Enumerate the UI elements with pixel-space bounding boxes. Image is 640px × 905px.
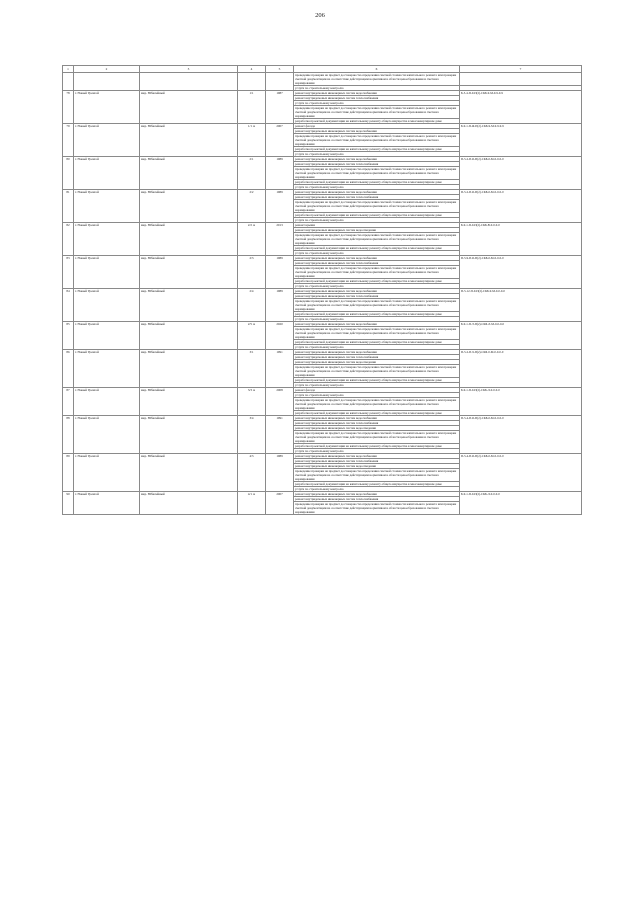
code-cell: П-5-2-П-Б-П(2)-СКБ-0-М-0-0-0-0 (460, 190, 582, 223)
column-header: 1 (63, 66, 74, 73)
table-row (63, 416, 582, 421)
work-type-cell: проведение проверки на предмет достоверности определения сметной стоимости капитального ремонта или проверки сметной документации на соответствие действующим нормативам в области ценообразования и сметного нормирования (294, 327, 460, 340)
work-type-cell: ремонт внутридомовых инженерных систем теплоснабжения (294, 294, 460, 299)
year-cell: 1987 (266, 91, 294, 124)
work-type-cell: ремонт внутридомовых инженерных систем теплоснабжения (294, 96, 460, 101)
work-type-cell: ремонт внутридомовых инженерных систем теплоснабжения (294, 459, 460, 464)
code-cell: Б-9-1-П-0-П(2)-СКБ-Л-0-0-0-0 (460, 492, 582, 515)
work-type-cell: проведение проверки на предмет достоверности определения сметной стоимости капитального ремонта или проверки сметной документации на соответствие действующим нормативам в области ценообразования и сметного нормирования (294, 365, 460, 378)
work-type-cell: ремонт внутридомовых инженерных систем водоснабжения (294, 454, 460, 459)
district-cell: мкр. Юбилейный (140, 190, 238, 223)
work-type-cell: разработка проектной документации на капитальному ремонту общего имущества в многоквартирном доме (294, 119, 460, 124)
city-cell: г. Новый Уренгой (74, 388, 140, 416)
city-cell: г. Новый Уренгой (74, 492, 140, 515)
work-type-cell: разработка проектной документации на капитальному ремонту общего имущества в многоквартирном доме (294, 312, 460, 317)
code-cell: Б-9-1-П-Ф-П(2)-СКБ-9-М-9-9-9-9 (460, 124, 582, 157)
city-cell: г. Новый Уренгой (74, 157, 140, 190)
district-cell: мкр. Юбилейный (140, 454, 238, 492)
row-number-cell: 78 (63, 91, 74, 124)
work-type-cell: проведение проверки на предмет достоверности определения сметной стоимости капитального ремонта или проверки сметной документации на соответствие действующим нормативам в области ценообразования и сметного нормирования (294, 200, 460, 213)
work-type-cell: ремонт внутридомовых инженерных систем водоотведения (294, 464, 460, 469)
year-cell: 2013 (266, 223, 294, 256)
city-cell: г. Новый Уренгой (74, 223, 140, 256)
city-cell: г. Новый Уренгой (74, 454, 140, 492)
city-cell: г. Новый Уренгой (74, 91, 140, 124)
table-row (63, 350, 582, 355)
work-type-cell: проведение проверки на предмет достоверности определения сметной стоимости капитального ремонта или проверки сметной документации на соответствие действующим нормативам в области ценообразования и сметного нормирования (294, 398, 460, 411)
empty-cell (140, 73, 238, 86)
work-type-cell: проведение проверки на предмет достоверности определения сметной стоимости капитального ремонта или проверки сметной документации на соответствие действующим нормативам в области ценообразования и сметного нормирования (294, 73, 460, 86)
building-cell: 2/4 (238, 289, 266, 322)
district-cell: мкр. Юбилейный (140, 157, 238, 190)
city-cell: г. Новый Уренгой (74, 416, 140, 454)
building-cell: 2/5 А (238, 322, 266, 350)
work-type-cell: ремонт внутридомовых инженерных систем водоснабжения (294, 322, 460, 327)
building-cell: 4/1 А (238, 492, 266, 515)
work-type-cell: ремонт фасада (294, 124, 460, 129)
code-cell: П-5-2-П-Б-П(2)-СКБ-0-М-0-0-0-0 (460, 157, 582, 190)
work-type-cell: проведение проверки на предмет достоверности определения сметной стоимости капитального ремонта или проверки сметной документации на соответствие действующим нормативам в области ценообразования и сметного нормирования (294, 167, 460, 180)
code-cell: П-5-2-П-9-П(2)-СКБ-0-М-0-0-0-0 (460, 350, 582, 388)
work-type-cell: услуги по строительному контролю (294, 101, 460, 106)
work-type-cell: услуги по строительному контролю (294, 383, 460, 388)
district-cell: мкр. Юбилейный (140, 322, 238, 350)
row-number-cell: 81 (63, 190, 74, 223)
row-number-cell: 79 (63, 124, 74, 157)
empty-cell (63, 73, 74, 86)
work-type-cell: ремонт внутридомовых инженерных систем теплоснабжения (294, 355, 460, 360)
city-cell: г. Новый Уренгой (74, 350, 140, 388)
work-type-cell: ремонт внутридомовых инженерных систем водоотведения (294, 228, 460, 233)
work-type-cell: ремонт внутридомовых инженерных систем водоотведения (294, 426, 460, 431)
work-type-cell: ремонт внутридомовых инженерных систем теплоснабжения (294, 195, 460, 200)
building-cell: 1/1 А (238, 124, 266, 157)
work-type-cell: ремонт внутридомовых инженерных систем водоотведения (294, 360, 460, 365)
repair-program-table (62, 65, 582, 515)
year-cell: 1989 (266, 157, 294, 190)
row-number-cell: 84 (63, 289, 74, 322)
work-type-cell: разработка проектной документации на капитальному ремонту общего имущества в многоквартирном доме (294, 482, 460, 487)
column-number-row (63, 66, 582, 73)
district-cell: мкр. Юбилейный (140, 256, 238, 289)
work-type-cell: проведение проверки на предмет достоверности определения сметной стоимости капитального ремонта или проверки сметной документации на соответствие действующим нормативам в области ценообразования и сметного нормирования (294, 502, 460, 515)
work-type-cell: проведение проверки на предмет достоверности определения сметной стоимости капитального ремонта или проверки сметной документации на соответствие действующим нормативам в области ценообразования и сметного нормирования (294, 469, 460, 482)
row-number-cell: 85 (63, 322, 74, 350)
empty-cell (238, 73, 266, 86)
work-type-cell: ремонт внутридомовых инженерных систем теплоснабжения (294, 261, 460, 266)
code-cell: Б-9-1-П-0-П(2)-СКБ-В-0-0-0-0 (460, 223, 582, 256)
city-cell: г. Новый Уренгой (74, 190, 140, 223)
table-row (63, 322, 582, 327)
work-type-cell: проведение проверки на предмет достоверности определения сметной стоимости капитального ремонта или проверки сметной документации на соответствие действующим нормативам в области ценообразования и сметного нормирования (294, 233, 460, 246)
building-cell: 2/3 (238, 256, 266, 289)
work-type-cell: проведение проверки на предмет достоверности определения сметной стоимости капитального ремонта или проверки сметной документации на соответствие действующим нормативам в области ценообразования и сметного нормирования (294, 299, 460, 312)
work-type-cell: ремонт внутридомовых инженерных систем водоснабжения (294, 129, 460, 134)
work-type-cell: ремонт внутридомовых инженерных систем теплоснабжения (294, 497, 460, 502)
table-row (63, 454, 582, 459)
column-header: 5 (266, 66, 294, 73)
code-cell: П-5-9-П-Б-П(2)-СКБ-0-М-0-0-0-0 (460, 256, 582, 289)
work-type-cell: услуги по строительному контролю (294, 218, 460, 223)
work-type-cell: ремонт внутридомовых инженерных систем водоснабжения (294, 289, 460, 294)
work-type-cell: ремонт внутридомовых инженерных систем водоснабжения (294, 416, 460, 421)
work-type-cell: ремонт внутридомовых инженерных систем водоснабжения (294, 492, 460, 497)
district-cell: мкр. Юбилейный (140, 289, 238, 322)
table-row (63, 256, 582, 261)
table-row (63, 73, 582, 86)
row-number-cell: 86 (63, 350, 74, 388)
empty-cell (460, 73, 582, 86)
column-header: 7 (460, 66, 582, 73)
district-cell: мкр. Юбилейный (140, 492, 238, 515)
district-cell: мкр. Юбилейный (140, 350, 238, 388)
work-type-cell: разработка проектной документации на капитальному ремонту общего имущества в многоквартирном доме (294, 444, 460, 449)
work-type-cell: услуги по строительному контролю (294, 284, 460, 289)
work-type-cell: разработка проектной документации на капитальному ремонту общего имущества в многоквартирном доме (294, 411, 460, 416)
building-cell: 4/3 (238, 454, 266, 492)
work-type-cell: услуги по строительному контролю (294, 487, 460, 492)
work-type-cell: ремонт крыши (294, 223, 460, 228)
work-type-cell: разработка проектной документации на капитальному ремонту общего имущества в многоквартирном доме (294, 378, 460, 383)
year-cell: 2008 (266, 388, 294, 416)
code-cell: П-5-4-П-Б-П(2)-СКБ-0-М-0-0-0-0 (460, 454, 582, 492)
district-cell: мкр. Юбилейный (140, 416, 238, 454)
building-cell: 2/2 (238, 190, 266, 223)
row-number-cell: 88 (63, 416, 74, 454)
district-cell: мкр. Юбилейный (140, 124, 238, 157)
work-type-cell: услуги по строительному контролю (294, 317, 460, 322)
work-type-cell: услуги по строительному контролю (294, 86, 460, 91)
work-type-cell: разработка проектной документации на капитальному ремонту общего имущества в многоквартирном доме (294, 147, 460, 152)
city-cell: г. Новый Уренгой (74, 124, 140, 157)
work-type-cell: ремонт внутридомовых инженерных систем водоснабжения (294, 190, 460, 195)
work-type-cell: услуги по строительному контролю (294, 449, 460, 454)
district-cell: мкр. Юбилейный (140, 388, 238, 416)
column-header: 3 (140, 66, 238, 73)
table-row (63, 492, 582, 497)
row-number-cell: 80 (63, 157, 74, 190)
building-cell: 2/2 А (238, 223, 266, 256)
city-cell: г. Новый Уренгой (74, 322, 140, 350)
code-cell: Б-9-1-П-Э-П(2)-СКБ-Л-М-0-0-0-0 (460, 322, 582, 350)
work-type-cell: проведение проверки на предмет достоверности определения сметной стоимости капитального ремонта или проверки сметной документации на соответствие действующим нормативам в области ценообразования и сметного нормирования (294, 106, 460, 119)
work-type-cell: ремонт внутридомовых инженерных систем водоснабжения (294, 91, 460, 96)
code-cell: Б-9-1-П-0-П(2)-СКБ-Л-0-0-0-0 (460, 388, 582, 416)
year-cell: 1989 (266, 289, 294, 322)
district-cell: мкр. Юбилейный (140, 91, 238, 124)
city-cell: г. Новый Уренгой (74, 256, 140, 289)
work-type-cell: разработка проектной документации на капитальному ремонту общего имущества в многоквартирном доме (294, 180, 460, 185)
column-header: 2 (74, 66, 140, 73)
work-type-cell: ремонт внутридомовых инженерных систем водоснабжения (294, 256, 460, 261)
year-cell: 2007 (266, 124, 294, 157)
work-type-cell: ремонт внутридомовых инженерных систем теплоснабжения (294, 421, 460, 426)
work-type-cell: разработка проектной документации на капитальному ремонту общего имущества в многоквартирном доме (294, 340, 460, 345)
work-type-cell: проведение проверки на предмет достоверности определения сметной стоимости капитального ремонта или проверки сметной документации на соответствие действующим нормативам в области ценообразования и сметного нормирования (294, 266, 460, 279)
work-type-cell: ремонт фасада (294, 388, 460, 393)
work-type-cell: проведение проверки на предмет достоверности определения сметной стоимости капитального ремонта или проверки сметной документации на соответствие действующим нормативам в области ценообразования и сметного нормирования (294, 431, 460, 444)
district-cell: мкр. Юбилейный (140, 223, 238, 256)
work-type-cell: услуги по строительному контролю (294, 251, 460, 256)
work-type-cell: услуги по строительному контролю (294, 393, 460, 398)
building-cell: 3/3 А (238, 388, 266, 416)
code-cell: П-5-4-П-Б-П(2)-СКБ-0-М-0-0-0-0 (460, 416, 582, 454)
year-cell: 1989 (266, 454, 294, 492)
work-type-cell: проведение проверки на предмет достоверности определения сметной стоимости капитального ремонта или проверки сметной документации на соответствие действующим нормативам в области ценообразования и сметного нормирования (294, 134, 460, 147)
year-cell: 1991 (266, 350, 294, 388)
year-cell: 2020 (266, 322, 294, 350)
table-row (63, 157, 582, 162)
building-cell: 3/4 (238, 416, 266, 454)
column-header: 6 (294, 66, 460, 73)
column-header: 4 (238, 66, 266, 73)
year-cell: 2007 (266, 492, 294, 515)
page-number: 206 (315, 12, 325, 19)
work-type-cell: ремонт внутридомовых инженерных систем теплоснабжения (294, 162, 460, 167)
building-cell: 2/1 (238, 157, 266, 190)
row-number-cell: 82 (63, 223, 74, 256)
empty-cell (74, 73, 140, 86)
work-type-cell: услуги по строительному контролю (294, 185, 460, 190)
city-cell: г. Новый Уренгой (74, 289, 140, 322)
year-cell: 1989 (266, 256, 294, 289)
row-number-cell: 89 (63, 454, 74, 492)
empty-cell (266, 73, 294, 86)
table-row (63, 91, 582, 96)
building-cell: 3/1 (238, 350, 266, 388)
work-type-cell: услуги по строительному контролю (294, 152, 460, 157)
year-cell: 1991 (266, 416, 294, 454)
code-cell: Б-5-4-П-9-П(2)-СКБ-9-М-9-9-9-9 (460, 91, 582, 124)
table-row (63, 190, 582, 195)
work-type-cell: ремонт внутридомовых инженерных систем водоснабжения (294, 350, 460, 355)
row-number-cell: 83 (63, 256, 74, 289)
table-row (63, 289, 582, 294)
row-number-cell: 90 (63, 492, 74, 515)
work-type-cell: разработка проектной документации на капитальному ремонту общего имущества в многоквартирном доме (294, 246, 460, 251)
work-type-cell: разработка проектной документации на капитальному ремонту общего имущества в многоквартирном доме (294, 213, 460, 218)
building-cell: 1/1 (238, 91, 266, 124)
work-type-cell: услуги по строительному контролю (294, 345, 460, 350)
code-cell: П-5-12-П-9-П(2)-СКБ-9-М-0-0-0-0 (460, 289, 582, 322)
row-number-cell: 87 (63, 388, 74, 416)
work-type-cell: ремонт внутридомовых инженерных систем водоснабжения (294, 157, 460, 162)
year-cell: 1989 (266, 190, 294, 223)
work-type-cell: разработка проектной документации на капитальному ремонту общего имущества в многоквартирном доме (294, 279, 460, 284)
